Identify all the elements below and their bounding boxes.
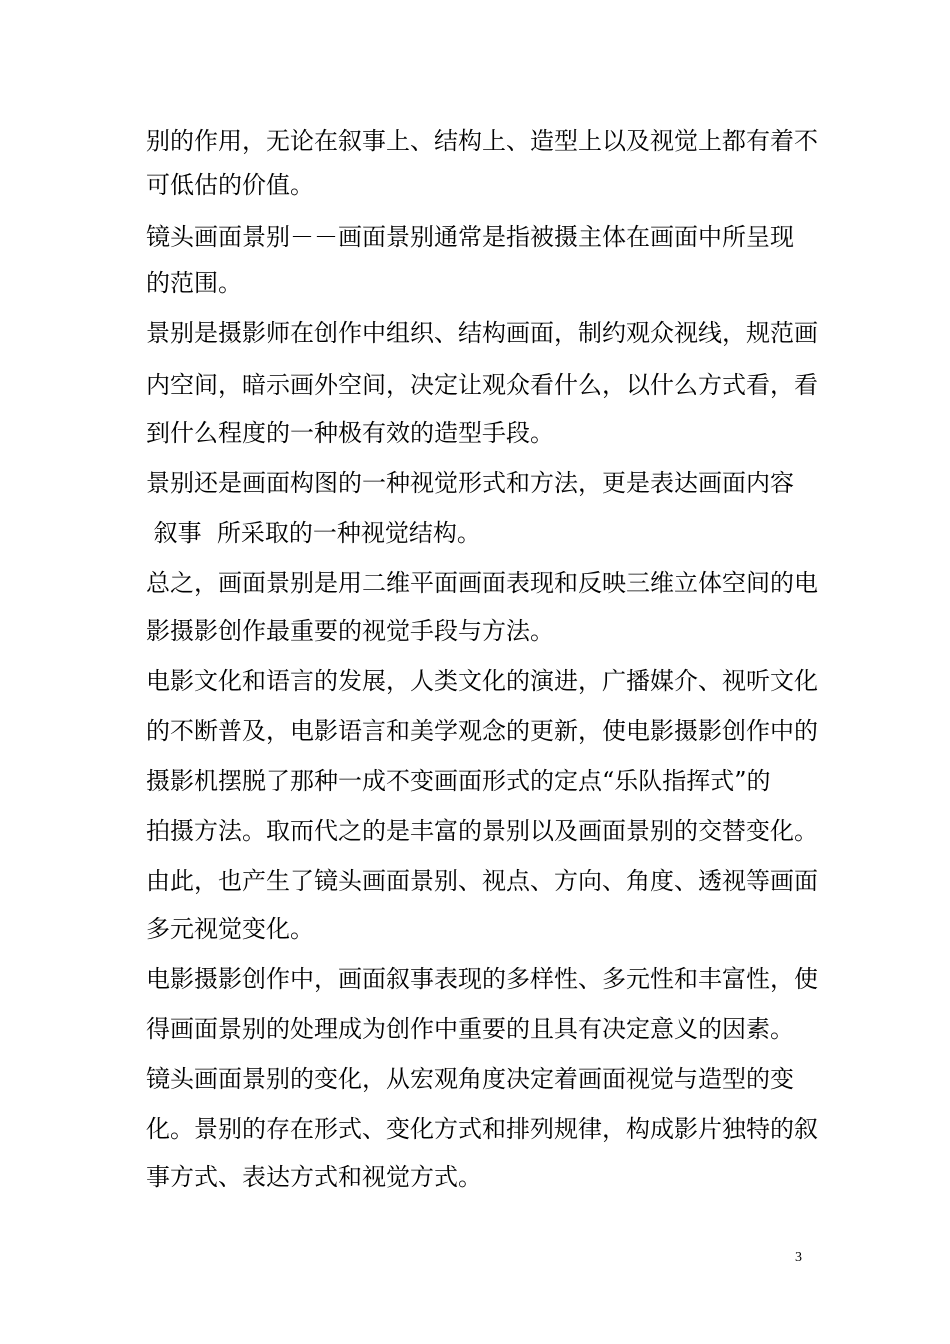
text-line: 的不断普及，电影语言和美学观念的更新，使电影摄影创作中的 [146,717,818,745]
text-line: 叙事 所采取的一种视觉结构。 [146,519,481,547]
text-line: 景别还是画面构图的一种视觉形式和方法，更是表达画面内容 [146,469,794,497]
text-line: 化。景别的存在形式、变化方式和排列规律，构成影片独特的叙 [146,1115,818,1143]
text-line: 由此，也产生了镜头画面景别、视点、方向、角度、透视等画面 [146,867,818,895]
text-line: 电影摄影创作中，画面叙事表现的多样性、多元性和丰富性，使 [146,965,818,993]
text-line: 电影文化和语言的发展，人类文化的演进，广播媒介、视听文化 [146,667,818,695]
text-line: 到什么程度的一种极有效的造型手段。 [146,419,554,447]
text-line: 别的作用，无论在叙事上、结构上、造型上以及视觉上都有着不 [146,127,818,155]
text-line: 影摄影创作最重要的视觉手段与方法。 [146,617,554,645]
text-line: 得画面景别的处理成为创作中重要的且具有决定意义的因素。 [146,1015,794,1043]
text-line: 摄影机摆脱了那种一成不变画面形式的定点“乐队指挥式”的 [146,767,771,795]
text-line: 的范围。 [146,269,242,297]
page-number: 3 [795,1250,802,1265]
text-line: 拍摄方法。取而代之的是丰富的景别以及画面景别的交替变化。 [146,817,818,845]
text-line: 可低估的价值。 [146,171,314,199]
text-line: 事方式、表达方式和视觉方式。 [146,1163,482,1191]
text-line: 镜头画面景别的变化，从宏观角度决定着画面视觉与造型的变 [146,1065,794,1093]
text-line: 镜头画面景别－－画面景别通常是指被摄主体在画面中所呈现 [146,223,794,251]
text-line: 内空间，暗示画外空间，决定让观众看什么，以什么方式看，看 [146,371,818,399]
text-line: 多元视觉变化。 [146,915,314,943]
text-line: 景别是摄影师在创作中组织、结构画面，制约观众视线，规范画 [146,319,818,347]
text-line: 总之，画面景别是用二维平面画面表现和反映三维立体空间的电 [146,569,818,597]
